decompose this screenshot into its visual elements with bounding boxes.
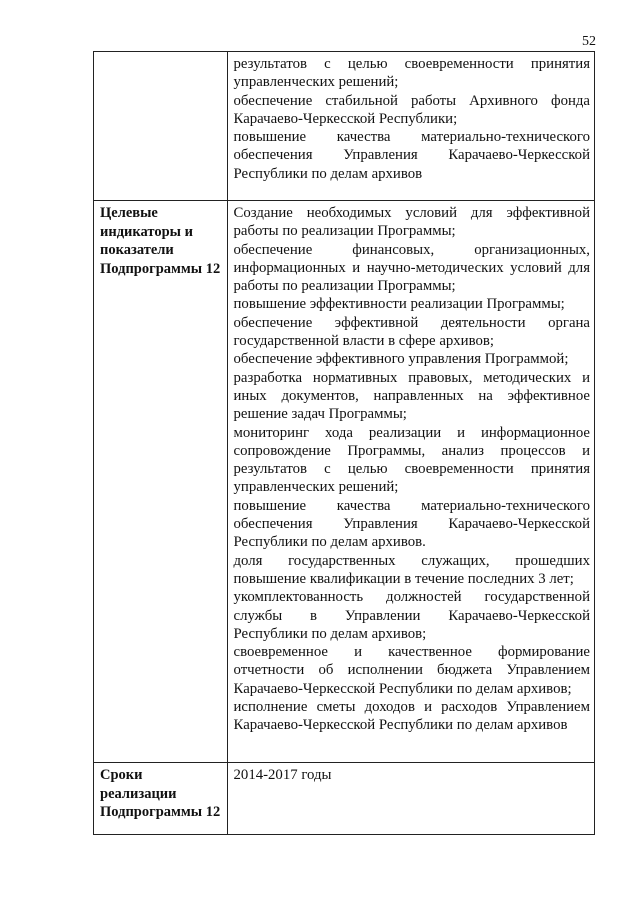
row-content — [227, 763, 594, 835]
list-item: доля государственных служащих, прошедших повышение квалификации в течение последних 3 лет; — [233, 552, 590, 587]
list-item: Создание необходимых условий для эффективной работы по реализации Программы; — [233, 205, 590, 240]
table-row — [94, 52, 595, 201]
row-content — [227, 52, 594, 201]
list-item: разработка нормативных правовых, методических и иных документов, направленных на эффективное решение задач Программы; — [233, 369, 590, 423]
list-item: обеспечение эффективной деятельности органа государственной власти в сфере архивов; — [233, 314, 590, 350]
list-item: повышение эффективности реализации Программы; — [233, 296, 565, 313]
list-item: обеспечение финансовых, организационных, информационных и научно-методических условий для работы по реализации Программы; — [233, 241, 590, 295]
list-item: обеспечение эффективного управления Программой; — [233, 351, 569, 368]
table-row — [94, 201, 595, 763]
list-item: мониторинг хода реализации и информационное сопровождение Программы, анализ процессов и результатов с целью своевременности принятия управленческих решений; — [233, 424, 590, 496]
row-label: Сроки реализации Подпрограммы 12 — [94, 763, 228, 835]
row-content — [227, 201, 594, 763]
list-item: обеспечение стабильной работы Архивного фонда Карачаево-Черкесской Республики; — [233, 92, 590, 127]
list-item: повышение качества материально-технического обеспечения Управления Карачаево-Черкесской Республики по делам архивов. — [233, 497, 590, 551]
list-item: 2014-2017 годы — [233, 767, 332, 783]
subprogram-passport-table — [93, 51, 595, 835]
list-item: своевременное и качественное формирование отчетности об исполнении бюджета Управлением Карачаево-Черкесской Республики по делам архивов; — [233, 644, 590, 697]
list-item: укомплектованность должностей государственной службы в Управлении Карачаево-Черкесской Республики по делам архивов; — [233, 589, 590, 642]
list-item: результатов с целью своевременности принятия управленческих решений; — [233, 56, 590, 91]
row-label: Целевые индикаторы и показатели Подпрограммы 12 — [94, 201, 228, 763]
list-item: исполнение сметы доходов и расходов Управлением Карачаево-Черкесской Республики по делам архивов — [233, 699, 590, 734]
row-label — [94, 52, 228, 201]
page-number: 52 — [582, 34, 596, 49]
list-item: повышение качества материально-технического обеспечения Управления Карачаево-Черкесской Республики по делам архивов — [233, 129, 590, 182]
table-row — [94, 763, 595, 835]
